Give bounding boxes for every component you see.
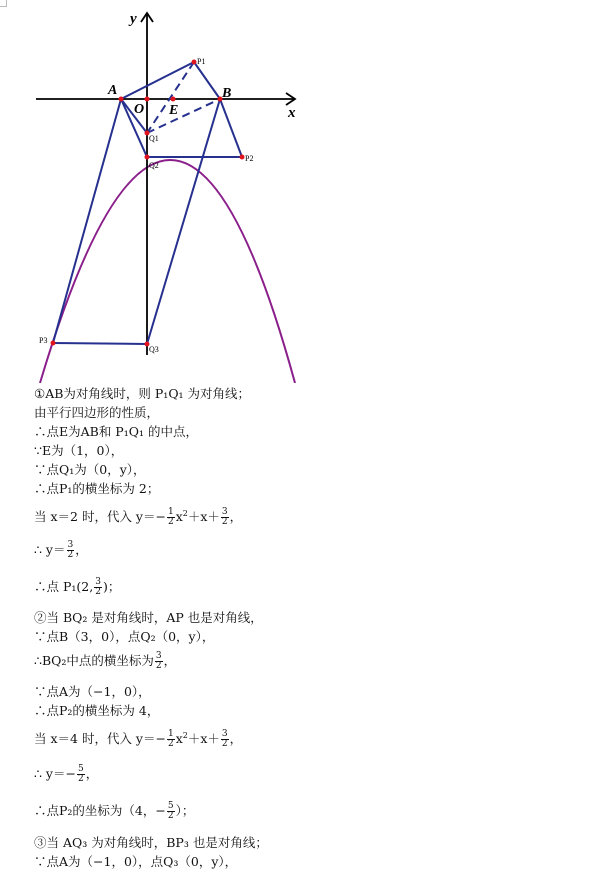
point-P1-dot [192,60,197,65]
solution-line: ∴点P₂的横坐标为 4， [34,703,160,718]
segment-A-P1 [121,62,194,99]
point-Q2-dot [145,155,150,160]
solution-line: ∵E为（1，0）， [34,443,124,458]
segment-Q1-B [147,99,220,133]
fraction: $\frac{5}{2}$ [167,801,174,821]
fraction: $\frac{3}{2}$ [95,577,101,597]
fraction: $\frac{5}{2}$ [77,764,84,784]
solution-line: ∴点E为AB和 P₁Q₁ 的中点， [34,424,198,439]
solution-line-equation: ∴BQ₂中点的横坐标为 $\frac{3}{2}$ ， [34,651,177,671]
point-Q1-label: Q1 [149,134,159,143]
solution-line: ①AB为对角线时，则 P₁Q₁ 为对角线； [34,386,251,401]
point-O-dot [145,97,150,102]
fraction: $\frac{1}{2}$ [167,729,174,750]
solution-line: ∵点A为（−1，0），点Q₃（0，y）， [34,854,238,869]
segment-P3-Q3 [53,343,147,344]
fraction: $\frac{3}{2}$ [221,729,228,750]
point-E-label: E [169,103,179,118]
solution-line: 由平行四边形的性质， [34,405,160,420]
solution-line: ∴点P₁的横坐标为 2； [34,481,160,496]
point-B-label: B [222,86,232,101]
parabola-figure [30,5,320,383]
solution-line-equation: 当 x＝2 时，代入 y＝− $\frac{1}{2}$ $x^2+x+$ $\frac{3}{2}$ ， [34,507,243,528]
point-Q2-label: Q2 [149,161,159,170]
x-axis-label: x [288,105,296,121]
solution-line: ∵点A为（−1，0）， [34,684,151,699]
point-O-label: O [134,102,145,117]
solution-line-equation: 当 x＝4 时，代入 y＝− $\frac{1}{2}$ $x^2+x+$ $\frac{3}{2}$ ， [34,729,243,750]
solution-line: ∵点Q₁为（0，y）， [34,462,146,477]
solution-line-equation: ∴点P₂的坐标为（4，− $\frac{5}{2}$ ）； [34,801,195,821]
y-axis-label: y [130,11,137,27]
fraction: $\frac{3}{2}$ [67,540,74,560]
point-P2-dot [240,155,245,160]
solution-line: ③当 AQ₃ 为对角线时，BP₃ 也是对角线； [34,835,268,850]
solution-line-equation: ∴ y＝− $\frac{5}{2}$ ， [34,764,99,784]
page-corner-mark [0,0,7,7]
fraction: $\frac{1}{2}$ [167,507,174,528]
solution-line-equation: ∴点 P₁(2, $\frac{3}{2}$ )； [34,577,121,597]
solution-line: ∵点B（3，0），点Q₂（0，y）， [34,629,215,644]
point-P3-dot [51,341,56,346]
point-A-label: A [108,83,118,98]
solution-line-equation: ∴ y＝ $\frac{3}{2}$ ， [34,540,88,560]
point-E-dot [171,97,176,102]
point-Q3-label: Q3 [149,345,159,354]
point-P1-label: P1 [197,57,206,66]
point-P3-label: P3 [39,336,48,345]
fraction: $\frac{3}{2}$ [221,507,228,528]
segment-A-P3 [53,99,121,343]
point-P2-label: P2 [245,154,254,163]
solution-line: ②当 BQ₂ 是对角线时，AP 也是对角线， [34,610,263,625]
parabola-curve [40,160,295,383]
segment-P1-B [194,62,220,99]
diagonal-P1-Q1 [147,62,194,133]
segment-B-P2 [220,99,242,157]
fraction: $\frac{3}{2}$ [155,651,162,671]
point-A-dot [119,97,124,102]
